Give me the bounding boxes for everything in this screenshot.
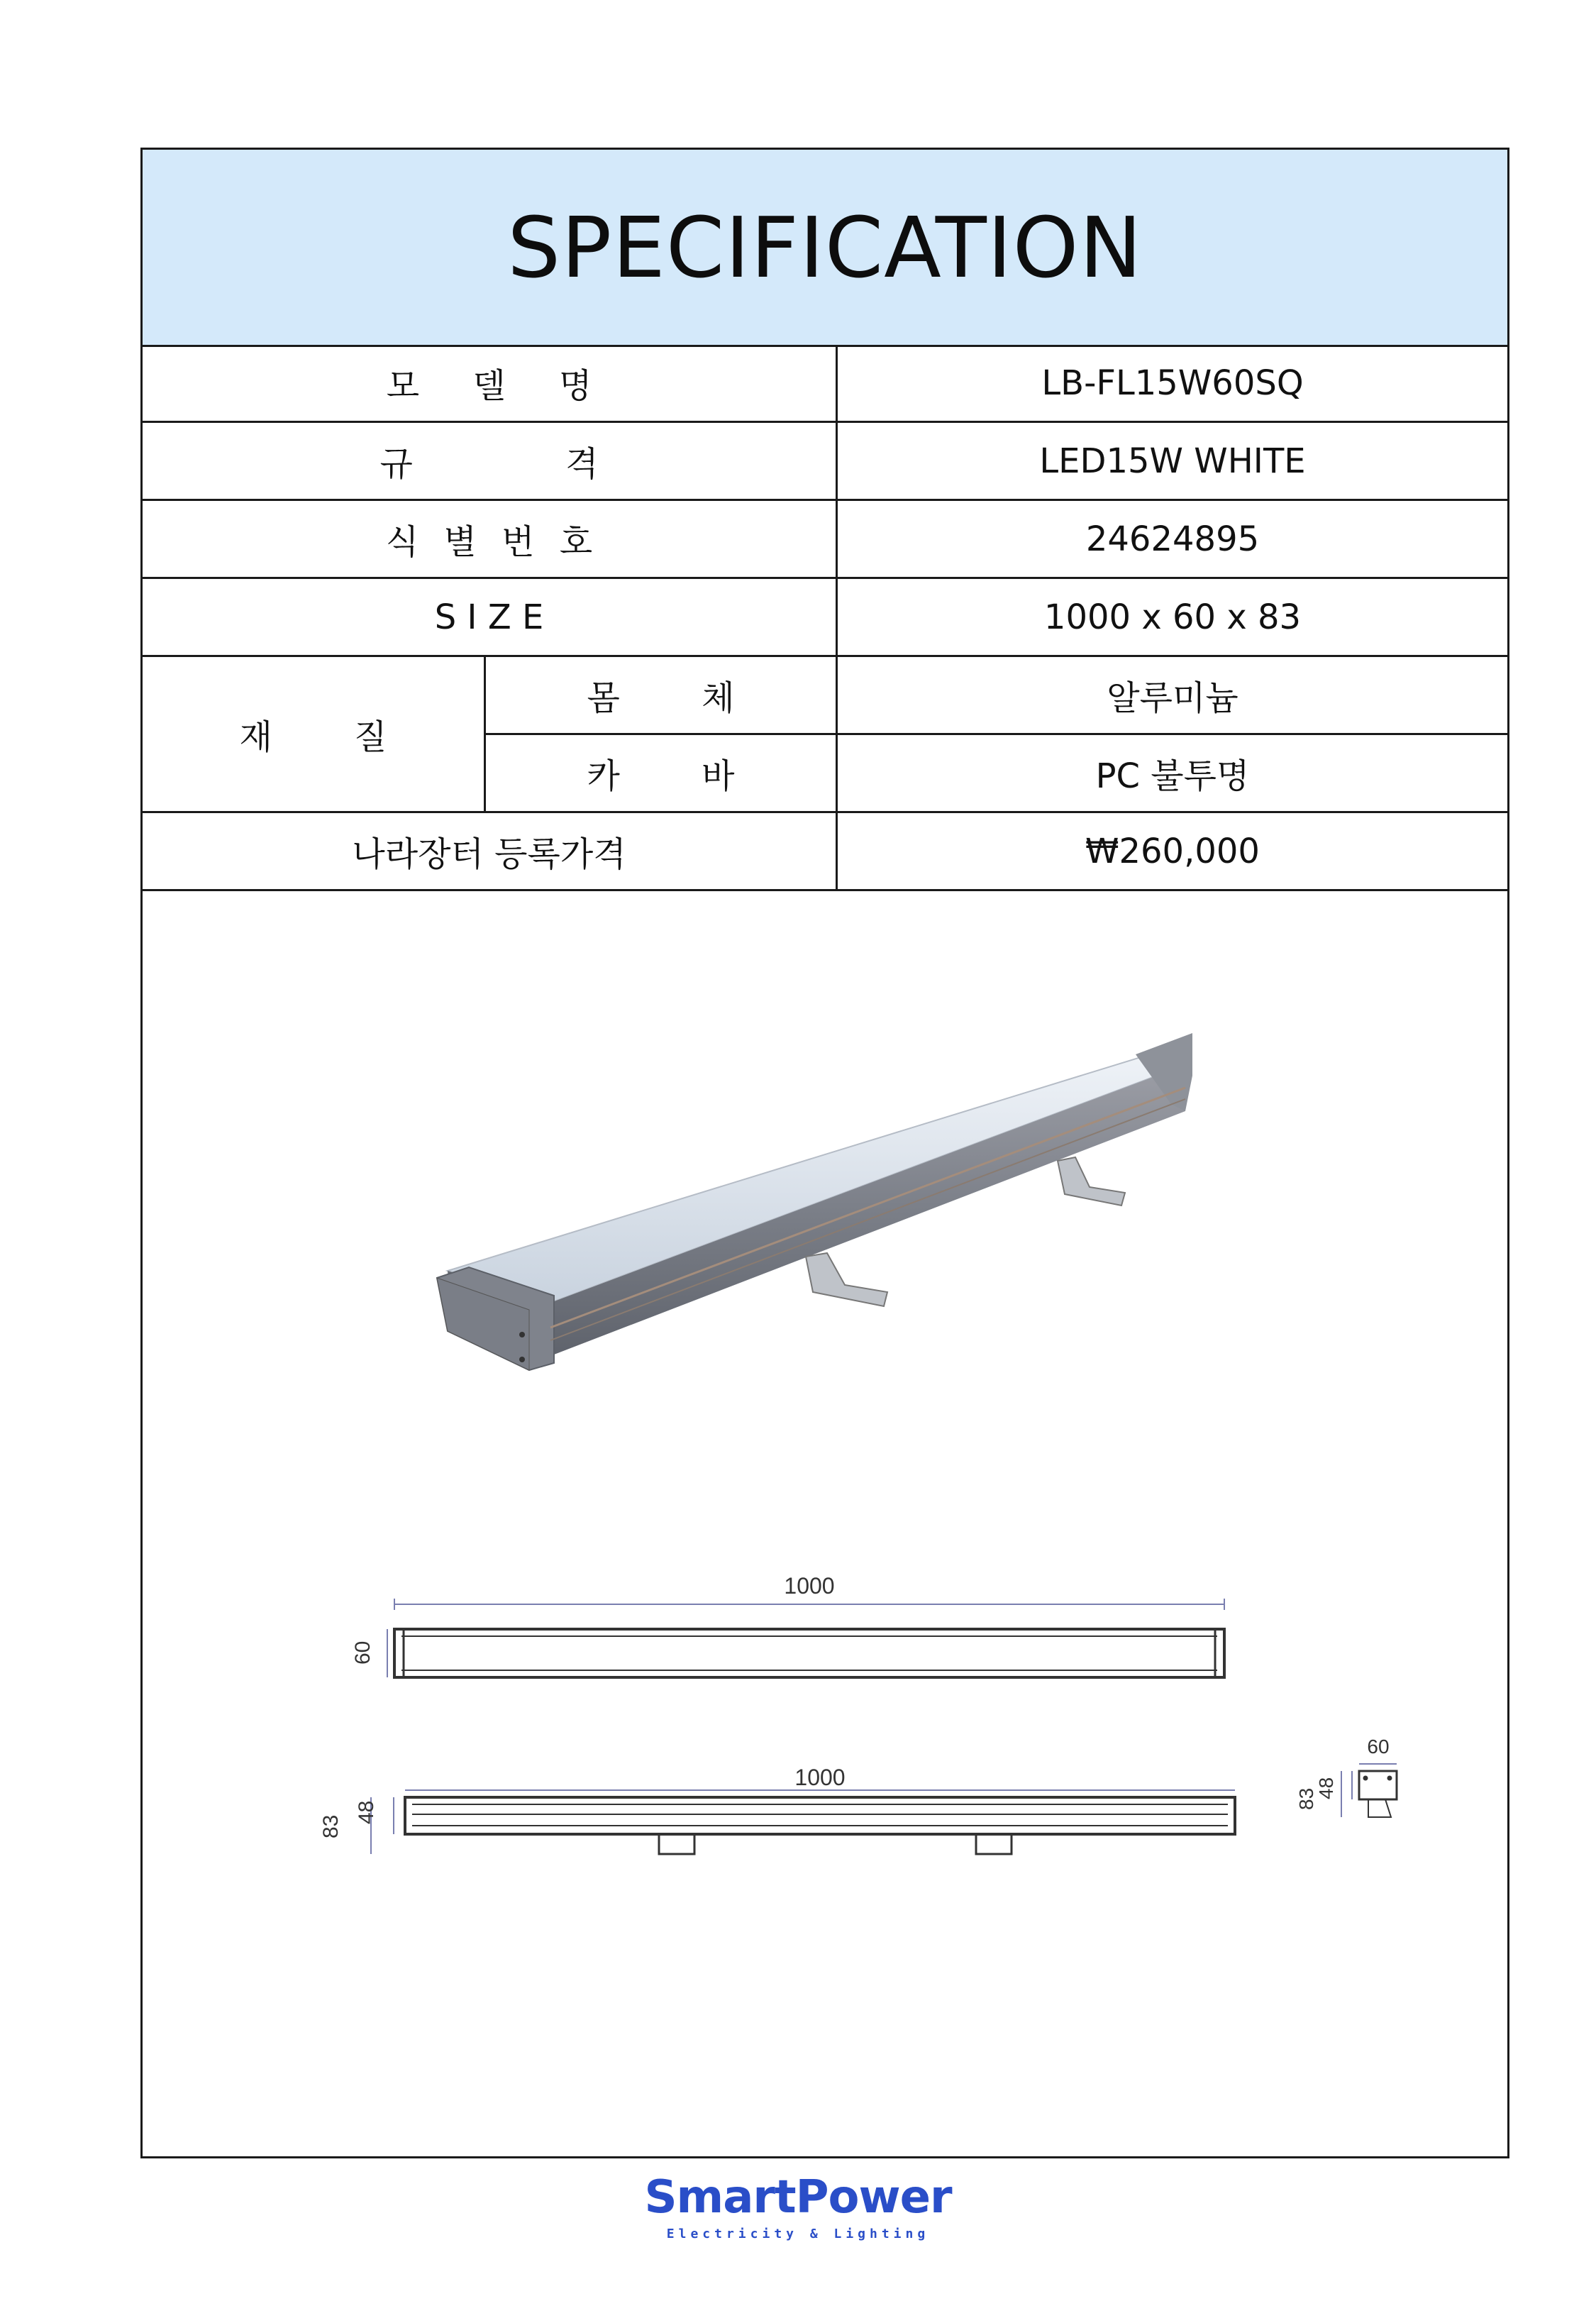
- label-price: 나라장터 등록가격: [143, 813, 838, 889]
- top-view-drawing: [387, 1599, 1224, 1677]
- value-price: ₩260,000: [1085, 831, 1260, 871]
- side-height-outer-label: 83: [319, 1814, 343, 1838]
- product-illustration-area: [143, 895, 1507, 2158]
- brand-tagline: Electricity & Lighting: [666, 2227, 930, 2241]
- product-photo: [437, 1033, 1192, 1370]
- brand-name: SmartPower: [644, 2171, 952, 2224]
- value-id: 24624895: [1085, 519, 1260, 559]
- subrow-cover: [486, 735, 1507, 811]
- row-size: [143, 579, 1507, 657]
- subrow-body: [486, 657, 1507, 735]
- page-title: SPECIFICATION: [507, 198, 1143, 297]
- top-length-label: 1000: [784, 1573, 835, 1599]
- side-height-inner-label: 48: [355, 1800, 378, 1824]
- label-size: S I Z E: [143, 579, 838, 655]
- top-width-label: 60: [351, 1640, 375, 1665]
- end-width-label: 60: [1367, 1736, 1390, 1758]
- label-body: 몸 체: [486, 657, 838, 733]
- value-cover: PC 불투명: [1095, 756, 1250, 796]
- label-model: 모 델 명: [143, 345, 838, 421]
- side-view-drawing: [371, 1790, 1235, 1854]
- value-size: 1000 x 60 x 83: [1043, 597, 1302, 637]
- end-height-outer-label: 83: [1295, 1787, 1317, 1810]
- title-band: [143, 150, 1507, 347]
- value-body: 알루미늄: [1107, 678, 1238, 718]
- value-model: LB-FL15W60SQ: [1041, 363, 1304, 403]
- row-material: [143, 657, 1507, 813]
- row-spec: [143, 423, 1507, 501]
- specification-sheet: [140, 148, 1509, 2158]
- value-spec: LED15W WHITE: [1039, 441, 1306, 481]
- label-cover: 카 바: [486, 735, 838, 811]
- end-height-inner-label: 48: [1315, 1777, 1337, 1799]
- brand-logo: [0, 2171, 1596, 2241]
- end-view-drawing: [1341, 1764, 1397, 1817]
- label-spec: 규 격: [143, 423, 838, 499]
- product-drawings: [143, 895, 1507, 2158]
- label-id: 식 별 번 호: [143, 501, 838, 577]
- label-material: 재 질: [143, 657, 486, 811]
- row-model: [143, 345, 1507, 423]
- row-price: [143, 813, 1507, 891]
- side-length-label: 1000: [794, 1765, 846, 1790]
- row-id: [143, 501, 1507, 579]
